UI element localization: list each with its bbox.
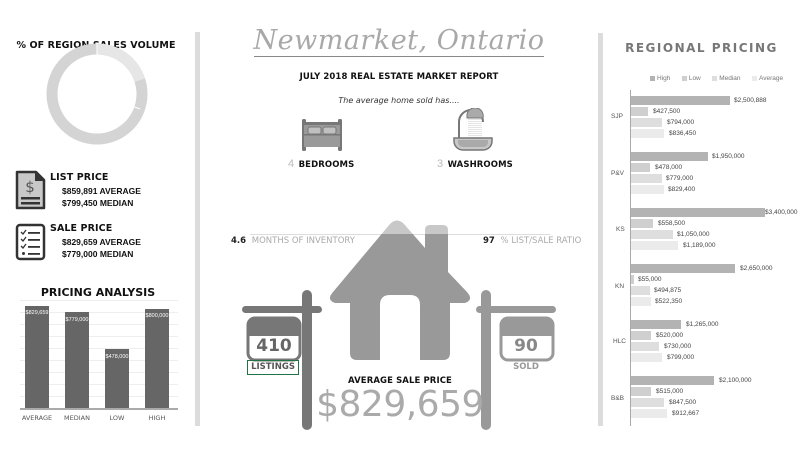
value-bb-high: $2,100,000	[719, 377, 752, 384]
bar-hlc-median	[631, 342, 659, 351]
bar-hlc-low	[631, 331, 651, 340]
checklist-icon	[15, 223, 46, 261]
list-price-median-label: MEDIAN	[99, 198, 134, 208]
list-sale-ratio-value: 97	[483, 236, 495, 246]
category-high: HIGH	[148, 414, 166, 422]
sale-price-median-label: MEDIAN	[99, 249, 134, 259]
value-hlc-average: $799,000	[667, 354, 695, 361]
legend-median: Median	[712, 75, 740, 82]
value-sjp-high: $2,500,888	[734, 97, 767, 104]
regional-pricing-title: REGIONAL PRICING	[625, 41, 778, 55]
bathtub-shower-icon	[453, 108, 493, 152]
bar-median-label: $779,000	[65, 317, 89, 323]
right-separator	[598, 33, 603, 426]
house-icon	[320, 210, 480, 362]
bar-hlc-high	[631, 320, 681, 329]
bedrooms-stat	[288, 154, 354, 172]
bar-pv-low	[631, 163, 650, 172]
value-hlc-median: $730,000	[664, 343, 692, 350]
region-label-hlc: HLC	[613, 338, 627, 345]
svg-text:$: $	[25, 178, 35, 196]
bedrooms-label: BEDROOMS	[298, 160, 355, 170]
bar-ks-high	[631, 208, 765, 217]
list-price-title: LIST PRICE	[50, 172, 109, 183]
category-average: AVERAGE	[21, 414, 53, 422]
bar-high	[145, 309, 169, 408]
bar-kn-median	[631, 286, 650, 295]
value-kn-low: $55,000	[638, 276, 662, 283]
bar-kn-average	[631, 297, 651, 306]
value-hlc-low: $520,000	[656, 332, 684, 339]
bar-median	[65, 312, 89, 408]
bar-sjp-average	[631, 129, 664, 138]
value-kn-median: $494,875	[654, 287, 682, 294]
list-sale-ratio-stat	[483, 236, 581, 246]
city-title: Newmarket, Ontario	[253, 25, 545, 56]
region-label-sjp: SJP	[611, 113, 623, 120]
bar-kn-low	[631, 275, 634, 284]
bar-hlc-average	[631, 353, 662, 362]
average-sale-price-value: $829,659	[316, 384, 484, 425]
bar-sjp-low	[631, 107, 648, 116]
bed-icon	[300, 117, 344, 153]
bar-high-label: $800,000	[145, 313, 169, 319]
value-ks-high: $3,400,000	[765, 209, 798, 216]
pricing-analysis-title: PRICING ANALYSIS	[40, 286, 156, 299]
bar-average-label: $829,659	[25, 310, 49, 316]
bar-sjp-high	[631, 96, 730, 105]
washrooms-stat	[437, 154, 513, 172]
list-price-average-label: AVERAGE	[99, 186, 141, 196]
sold-value: 90	[514, 336, 538, 356]
sale-price-median	[62, 249, 133, 259]
bar-pv-median	[631, 174, 662, 183]
value-hlc-high: $1,265,000	[686, 321, 719, 328]
value-sjp-low: $427,500	[653, 108, 681, 115]
value-bb-low: $515,000	[656, 388, 684, 395]
months-inventory-label: MONTHS OF INVENTORY	[251, 236, 355, 246]
sales-volume-donut-chart	[46, 43, 148, 145]
legend-low: Low	[682, 75, 701, 82]
value-ks-median: $1,050,000	[677, 231, 710, 238]
sold-label: SOLD	[513, 362, 539, 372]
value-pv-high: $1,950,000	[712, 153, 745, 160]
bar-pv-high	[631, 152, 708, 161]
list-price-average	[62, 186, 141, 196]
legend-average: Average	[752, 75, 783, 82]
washrooms-label: WASHROOMS	[447, 160, 513, 170]
months-inventory-value: 4.6	[231, 236, 247, 246]
bar-average	[25, 306, 49, 408]
bar-low-label: $478,000	[105, 354, 129, 360]
value-pv-low: $478,000	[655, 164, 683, 171]
bar-ks-low	[631, 219, 653, 228]
sale-price-average	[62, 237, 141, 247]
list-price-average-value: $859,891	[62, 186, 98, 196]
bar-bb-high	[631, 376, 714, 385]
value-ks-average: $1,189,000	[683, 242, 716, 249]
bedrooms-count: 4	[288, 158, 295, 170]
bar-ks-average	[631, 241, 678, 250]
listings-label[interactable]: LISTINGS	[247, 360, 299, 375]
value-pv-median: $779,000	[666, 175, 694, 182]
dollar-document-icon	[15, 170, 46, 210]
region-label-pv: P&V	[611, 170, 625, 177]
bar-kn-high	[631, 264, 735, 273]
category-low: LOW	[109, 414, 125, 422]
regional-pricing-legend	[650, 68, 790, 86]
sale-price-average-value: $829,659	[62, 237, 98, 247]
sale-price-average-label: AVERAGE	[99, 237, 141, 247]
subtitle: The average home sold has....	[338, 96, 460, 105]
value-pv-average: $829,400	[668, 186, 696, 193]
value-bb-average: $912,667	[672, 410, 700, 417]
donut-title: % OF REGION SALES VOLUME	[16, 40, 176, 51]
listings-value: 410	[256, 336, 292, 356]
list-sale-ratio-label: % LIST/SALE RATIO	[500, 236, 582, 246]
region-label-kn: KN	[615, 283, 625, 290]
legend-high: High	[650, 75, 670, 82]
pricing-analysis-chart	[20, 300, 178, 408]
value-kn-high: $2,650,000	[740, 265, 773, 272]
bar-ks-median	[631, 230, 673, 239]
bar-pv-average	[631, 185, 664, 194]
bar-sjp-median	[631, 118, 662, 127]
bar-low	[105, 349, 129, 408]
value-sjp-median: $794,000	[667, 119, 695, 126]
value-sjp-average: $836,450	[669, 130, 697, 137]
region-label-bb: B&B	[611, 395, 625, 402]
value-kn-average: $522,350	[655, 298, 683, 305]
list-price-median	[62, 198, 133, 208]
bar-bb-median	[631, 398, 664, 407]
left-separator	[195, 32, 200, 426]
sale-price-title: SALE PRICE	[50, 223, 113, 234]
bar-bb-average	[631, 409, 667, 418]
months-inventory-stat	[231, 236, 355, 246]
washrooms-count: 3	[437, 158, 444, 170]
value-ks-low: $558,500	[658, 220, 686, 227]
average-sale-price-label: AVERAGE SALE PRICE	[348, 376, 452, 386]
list-price-median-value: $799,450	[62, 198, 98, 208]
bar-bb-low	[631, 387, 651, 396]
sale-price-median-value: $779,000	[62, 249, 98, 259]
value-bb-median: $847,500	[669, 399, 697, 406]
report-title: JULY 2018 REAL ESTATE MARKET REPORT	[299, 72, 499, 82]
category-median: MEDIAN	[64, 414, 90, 422]
region-label-ks: KS	[616, 226, 625, 233]
